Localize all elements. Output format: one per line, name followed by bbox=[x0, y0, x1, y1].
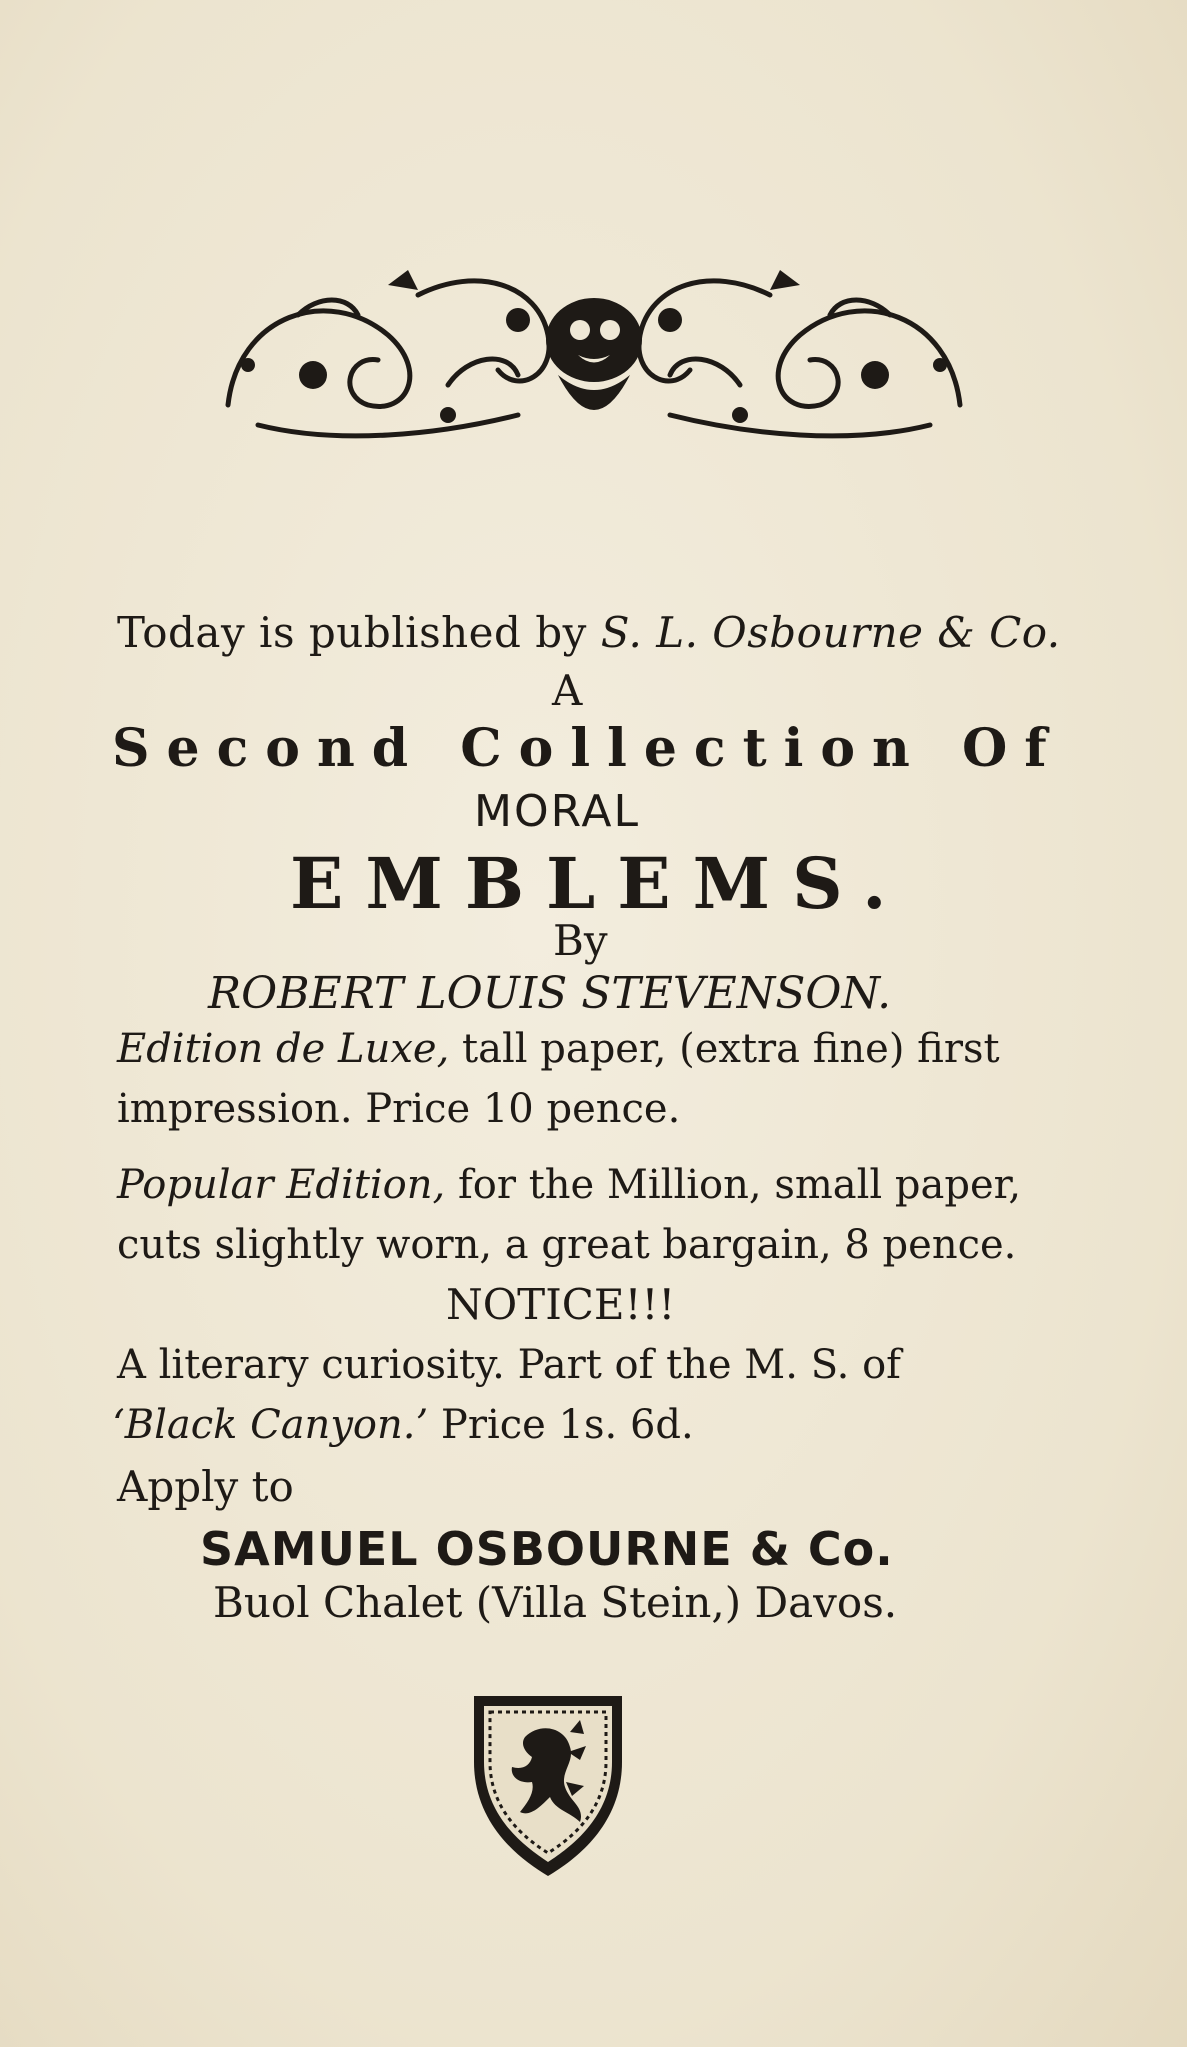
firm-name: SAMUEL OSBOURNE & Co. bbox=[200, 1522, 894, 1576]
title-line-2: MORAL bbox=[474, 786, 640, 837]
byline: By bbox=[553, 916, 608, 965]
edition-popular-desc-1: for the Million, small paper, bbox=[457, 1162, 1022, 1208]
edition-luxe-line-2: impression. Price 10 pence. bbox=[117, 1086, 681, 1132]
title-line-3: EMBLEMS. bbox=[290, 842, 909, 925]
curiosity-line-2 bbox=[112, 1402, 694, 1448]
curiosity-line-1: A literary curiosity. Part of the M. S. of bbox=[117, 1342, 901, 1388]
edition-popular-line-2: cuts slightly worn, a great bargain, 8 pence. bbox=[117, 1222, 1017, 1268]
title-article: A bbox=[552, 666, 583, 715]
ornamental-headpiece-icon bbox=[218, 255, 970, 450]
edition-luxe-desc-1: tall paper, (extra fine) first bbox=[462, 1026, 1000, 1072]
firm-address: Buol Chalet (Villa Stein,) Davos. bbox=[213, 1578, 898, 1627]
curiosity-work-title: ‘Black Canyon.’ bbox=[112, 1402, 429, 1448]
heraldic-shield-icon bbox=[470, 1692, 626, 1880]
edition-popular-name: Popular Edition, bbox=[117, 1162, 446, 1208]
notice-heading: NOTICE!!! bbox=[446, 1280, 676, 1329]
apply-to: Apply to bbox=[117, 1462, 294, 1511]
publisher-name: S. L. Osbourne & Co. bbox=[600, 608, 1061, 657]
edition-popular-line-1 bbox=[117, 1162, 1021, 1208]
author-name: ROBERT LOUIS STEVENSON. bbox=[208, 968, 892, 1019]
title-line-1: Second Collection Of bbox=[112, 718, 1064, 779]
curiosity-price: Price 1s. 6d. bbox=[440, 1402, 694, 1448]
intro-line bbox=[117, 608, 1061, 657]
edition-luxe-line-1 bbox=[117, 1026, 1000, 1072]
edition-luxe-name: Edition de Luxe, bbox=[117, 1026, 450, 1072]
intro-prefix: Today is published by bbox=[117, 608, 587, 657]
